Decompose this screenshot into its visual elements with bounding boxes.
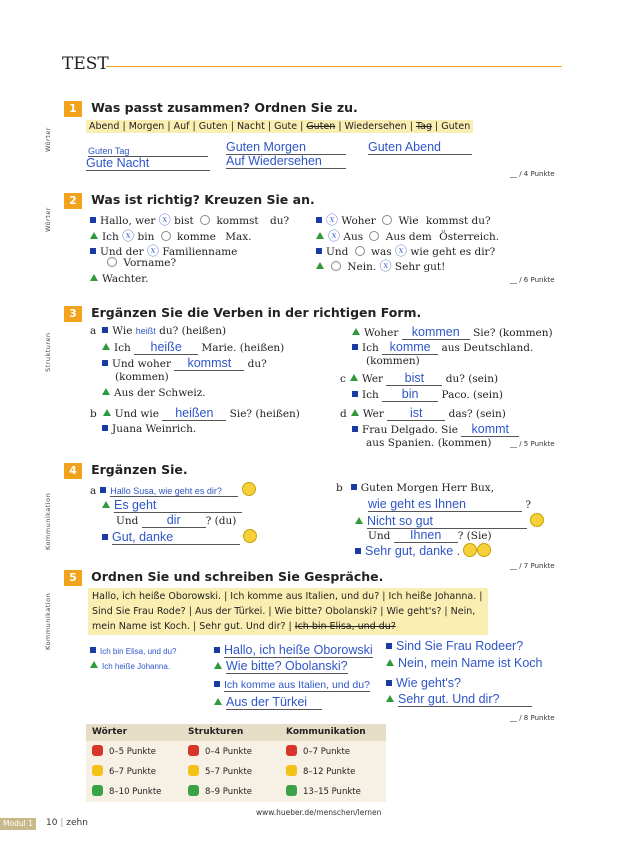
ex4-b-3: Nicht so gut (355, 513, 544, 529)
ex2-right-4: Nein. ⓧ Sehr gut! (316, 257, 445, 274)
ex3-r-2c: (kommen) (366, 355, 420, 367)
ex4-b-4: Und Ihnen ? (Sie) (368, 528, 492, 542)
side-label-kommunikation-1: Kommunikation (44, 492, 52, 550)
answer-1[interactable]: Guten Morgen (226, 140, 346, 155)
smiley-icon (463, 543, 477, 557)
ex5-m-1: Hallo, ich heiße Oborowski (214, 643, 373, 658)
ex3-a-1: a Wie heißt du? (heißen) (90, 325, 227, 337)
side-label-strukturen: Strukturen (44, 332, 52, 372)
table-row: 0–5 Punkte 0–4 Punkte 0–7 Punkte (86, 741, 386, 761)
exercise-4-heading (64, 459, 188, 479)
side-label-woerter-1: Wörter (44, 127, 52, 152)
ex5-m-2: Wie bitte? Obolanski? (214, 659, 348, 674)
ex3-a-3c: (kommen) (115, 371, 169, 383)
ex3-d-2: Frau Delgado. Sie kommt (352, 422, 519, 437)
ex2-left-1: Hallo, wer ⓧ bist kommst du? (90, 211, 289, 228)
answer-3[interactable]: Gute Nacht (86, 156, 210, 171)
ex3-a-3: Und woher kommst du? (102, 356, 267, 371)
example-answer: Guten Tag (88, 146, 208, 157)
ex5-s-1: Ich bin Elisa, und du? (90, 645, 177, 657)
ex3-r-2: Ich komme aus Deutschland. (352, 340, 533, 355)
ex4-b-2: wie geht es Ihnen ? (368, 497, 531, 511)
ex5-n-3: Wie geht's? (386, 676, 461, 690)
smiley-icon (243, 529, 257, 543)
exercise-2-heading (64, 189, 315, 209)
exercise-number: 4 (64, 463, 82, 479)
ex3-d-1: d Wer ist das? (sein) (340, 406, 506, 420)
ex2-left-4: Wachter. (90, 273, 148, 285)
ex3-c-2: Ich bin Paco. (sein) (352, 387, 503, 402)
ex2-left-3: Und der ⓧ Familienname (90, 242, 237, 259)
ex5-s-2: Ich heiße Johanna. (90, 660, 170, 672)
ex3-a-4: Aus der Schweiz. (102, 387, 206, 399)
side-label-kommunikation-2: Kommunikation (44, 592, 52, 650)
ex5-n-1: Sind Sie Frau Rodeer? (386, 639, 523, 653)
smiley-icon (242, 482, 256, 496)
exercise-title: Ordnen Sie und schreiben Sie Gespräche. (91, 569, 384, 584)
smiley-icon (530, 513, 544, 527)
points-1: __ / 4 Punkte (510, 170, 555, 178)
ex5-n-4: Sehr gut. Und dir? (386, 692, 532, 707)
ex2-right-2: ⓧ Aus Aus dem Österreich. (316, 227, 499, 244)
ex5-n-2: Nein, mein Name ist Koch (386, 656, 543, 670)
exercise-title: Was ist richtig? Kreuzen Sie an. (91, 192, 315, 207)
ex4-a-1: a Hallo Susa, wie geht es dir? (90, 482, 256, 497)
ex5-m-4: Aus der Türkei (214, 695, 322, 710)
exercise-title: Ergänzen Sie die Verben in der richtigen Form. (91, 305, 422, 320)
answer-2[interactable]: Guten Abend (368, 140, 472, 155)
ex2-right-3: Und was ⓧ wie geht es dir? (316, 242, 495, 259)
exercise-1-heading (64, 97, 358, 117)
points-5: __ / 8 Punkte (510, 714, 555, 722)
exercise-number: 2 (64, 193, 82, 209)
word-box: Abend | Morgen | Auf | Guten | Nacht | Gute | Guten | Wiedersehen | Tag | Guten (86, 120, 473, 133)
exercise-number: 3 (64, 306, 82, 322)
ex3-b-1: b Und wie heißen Sie? (heißen) (90, 406, 300, 420)
points-3: __ / 5 Punkte (510, 440, 555, 448)
ex4-b-1: b Guten Morgen Herr Bux, (336, 482, 495, 494)
ex4-a-4: Gut, danke (102, 529, 257, 545)
points-2: __ / 6 Punkte (510, 276, 555, 284)
page-title: TEST (62, 54, 109, 74)
table-row: 6–7 Punkte 5–7 Punkte 8–12 Punkte (86, 761, 386, 781)
ex3-b-2: Juana Weinrich. (102, 423, 196, 435)
footer-page: 10 | zehn (46, 818, 88, 828)
ex3-r-1: Woher kommen Sie? (kommen) (352, 325, 553, 340)
side-label-woerter-2: Wörter (44, 207, 52, 232)
smiley-icon (477, 543, 491, 557)
ex2-left-3b: Vorname? (104, 257, 176, 269)
ex5-m-3: Ich komme aus Italien, und du? (214, 679, 370, 692)
points-4: __ / 7 Punkte (510, 562, 555, 570)
ex2-right-1: ⓧ Woher Wie kommst du? (316, 211, 491, 228)
sentence-box: Hallo, ich heiße Oborowski. | Ich komme aus Italien, und du? | Ich heiße Johanna. | Sind Sie Frau Rode? | Aus der Türkei. | Wie bitte? Obolanski? | Wie geht's? | Nein, mein Name ist Koch. | Sehr gut. Und dir? | Ich bin Elisa, und du? (88, 588, 488, 635)
footer-url[interactable]: www.hueber.de/menschen/lernen (256, 808, 382, 817)
ex3-d-3: aus Spanien. (kommen) (366, 437, 492, 449)
answer-4[interactable]: Auf Wiedersehen (226, 154, 346, 169)
evaluation-table (86, 724, 386, 802)
ex4-a-2: Es geht (102, 498, 242, 513)
table-header: Wörter Strukturen Kommunikation (86, 724, 386, 741)
table-row: 8–10 Punkte 8–9 Punkte 13–15 Punkte (86, 781, 386, 801)
ex4-a-3: Und dir ? (du) (116, 513, 237, 527)
ex3-a-2: Ich heiße Marie. (heißen) (102, 340, 284, 355)
exercise-5-heading (64, 566, 383, 586)
ex3-c-1: c Wer bist du? (sein) (340, 371, 499, 385)
exercise-3-heading (64, 302, 421, 322)
ex2-left-2: Ich ⓧ bin komme Max. (90, 227, 251, 244)
ex4-b-5: Sehr gut, danke . (355, 543, 491, 558)
exercise-number: 5 (64, 570, 82, 586)
exercise-number: 1 (64, 101, 82, 117)
title-rule (106, 66, 562, 67)
exercise-title: Ergänzen Sie. (91, 462, 188, 477)
exercise-title: Was passt zusammen? Ordnen Sie zu. (91, 100, 358, 115)
footer-modul: Modul 1 (0, 818, 36, 830)
